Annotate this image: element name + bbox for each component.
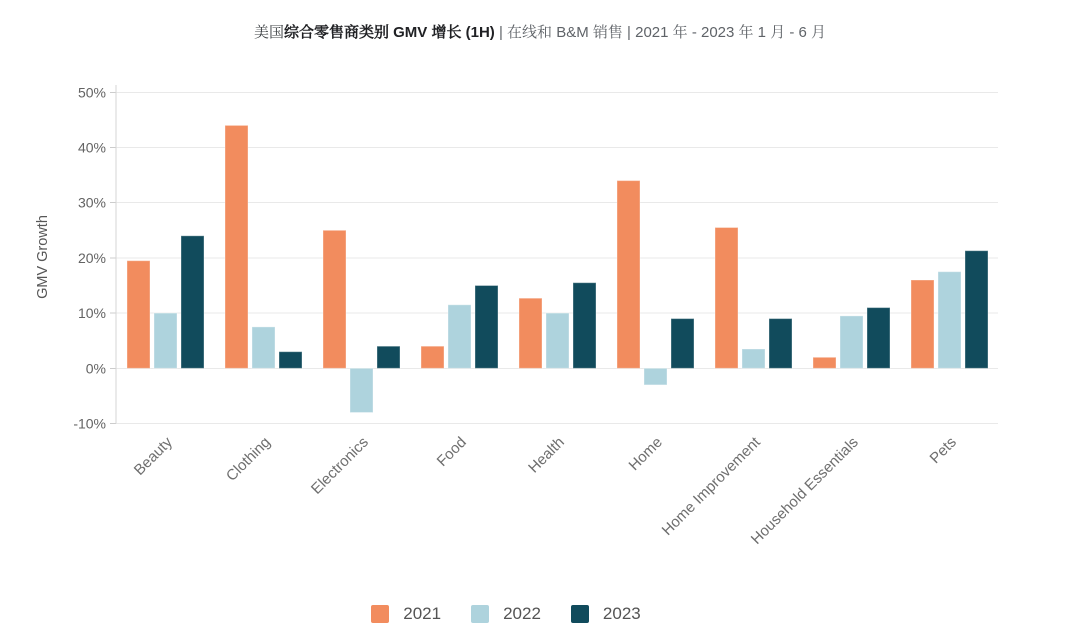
x-tick-label-clothing: Clothing (222, 433, 274, 485)
bar-2022-clothing[interactable] (252, 327, 275, 368)
legend-item-2022[interactable] (471, 604, 541, 624)
title-subtitle: | 在线和 B&M 销售 | 2021 年 - 2023 年 1 月 - 6 月 (494, 24, 827, 41)
x-tick-label-beauty: Beauty (130, 433, 176, 479)
bar-2023-health[interactable] (573, 283, 596, 369)
y-tick-label: 10% (77, 305, 106, 322)
bar-2021-food[interactable] (421, 346, 444, 368)
bar-2022-pets[interactable] (938, 272, 961, 369)
bar-2021-beauty[interactable] (127, 261, 150, 369)
bar-2021-home-improvement[interactable] (715, 228, 738, 369)
x-tick-label-pets: Pets (926, 433, 960, 468)
x-tick-label-food: Food (433, 433, 470, 471)
bar-2021-pets[interactable] (911, 280, 934, 368)
bar-2022-food[interactable] (448, 305, 471, 369)
bar-2023-home[interactable] (671, 319, 694, 369)
bar-2022-household-essentials[interactable] (840, 316, 863, 368)
bar-2023-food[interactable] (475, 286, 498, 369)
x-tick-label-electronics: Electronics (307, 433, 372, 498)
y-axis-title: GMV Growth (35, 215, 51, 299)
bar-2021-clothing[interactable] (225, 125, 248, 368)
bar-2023-electronics[interactable] (377, 346, 400, 368)
legend-item-2023[interactable] (571, 604, 641, 624)
legend-item-2021[interactable] (371, 604, 441, 624)
y-tick-label: 50% (77, 84, 106, 101)
legend-label-2023: 2023 (602, 604, 641, 623)
legend-label-2021: 2021 (403, 604, 442, 623)
y-tick-label: -10% (73, 415, 106, 432)
bar-2023-clothing[interactable] (279, 352, 302, 369)
legend-swatch-2021 (371, 605, 389, 623)
bar-2022-home-improvement[interactable] (742, 349, 765, 368)
y-tick-label: 30% (77, 194, 106, 211)
bar-2021-household-essentials[interactable] (813, 357, 836, 368)
x-tick-label-household-essentials: Household Essentials (747, 433, 862, 548)
legend-label-2022: 2022 (503, 604, 541, 623)
x-tick-label-home-improvement: Home Improvement (658, 433, 764, 539)
title-bold: 综合零售商类别 GMV 增长 (1H) (283, 24, 495, 41)
y-tick-label: 0% (85, 360, 106, 377)
x-tick-label-home: Home (625, 433, 666, 475)
y-tick-label: 20% (77, 249, 106, 266)
bar-2023-beauty[interactable] (181, 236, 204, 368)
bar-2022-health[interactable] (546, 313, 569, 368)
y-tick-label: 40% (77, 139, 106, 156)
bar-2022-home[interactable] (644, 368, 667, 385)
title-prefix: 美国 (253, 24, 284, 41)
bar-2023-household-essentials[interactable] (867, 308, 890, 369)
bar-2023-home-improvement[interactable] (769, 319, 792, 369)
x-tick-label-health: Health (525, 433, 568, 477)
bar-2021-home[interactable] (617, 181, 640, 369)
bar-2021-electronics[interactable] (323, 230, 346, 368)
bar-2022-electronics[interactable] (350, 368, 373, 412)
bar-2021-health[interactable] (519, 298, 542, 368)
legend-swatch-2022 (471, 605, 489, 623)
legend-swatch-2023 (571, 605, 589, 623)
chart-legend (0, 604, 1012, 624)
bar-2022-beauty[interactable] (154, 313, 177, 368)
bar-2023-pets[interactable] (965, 251, 988, 369)
